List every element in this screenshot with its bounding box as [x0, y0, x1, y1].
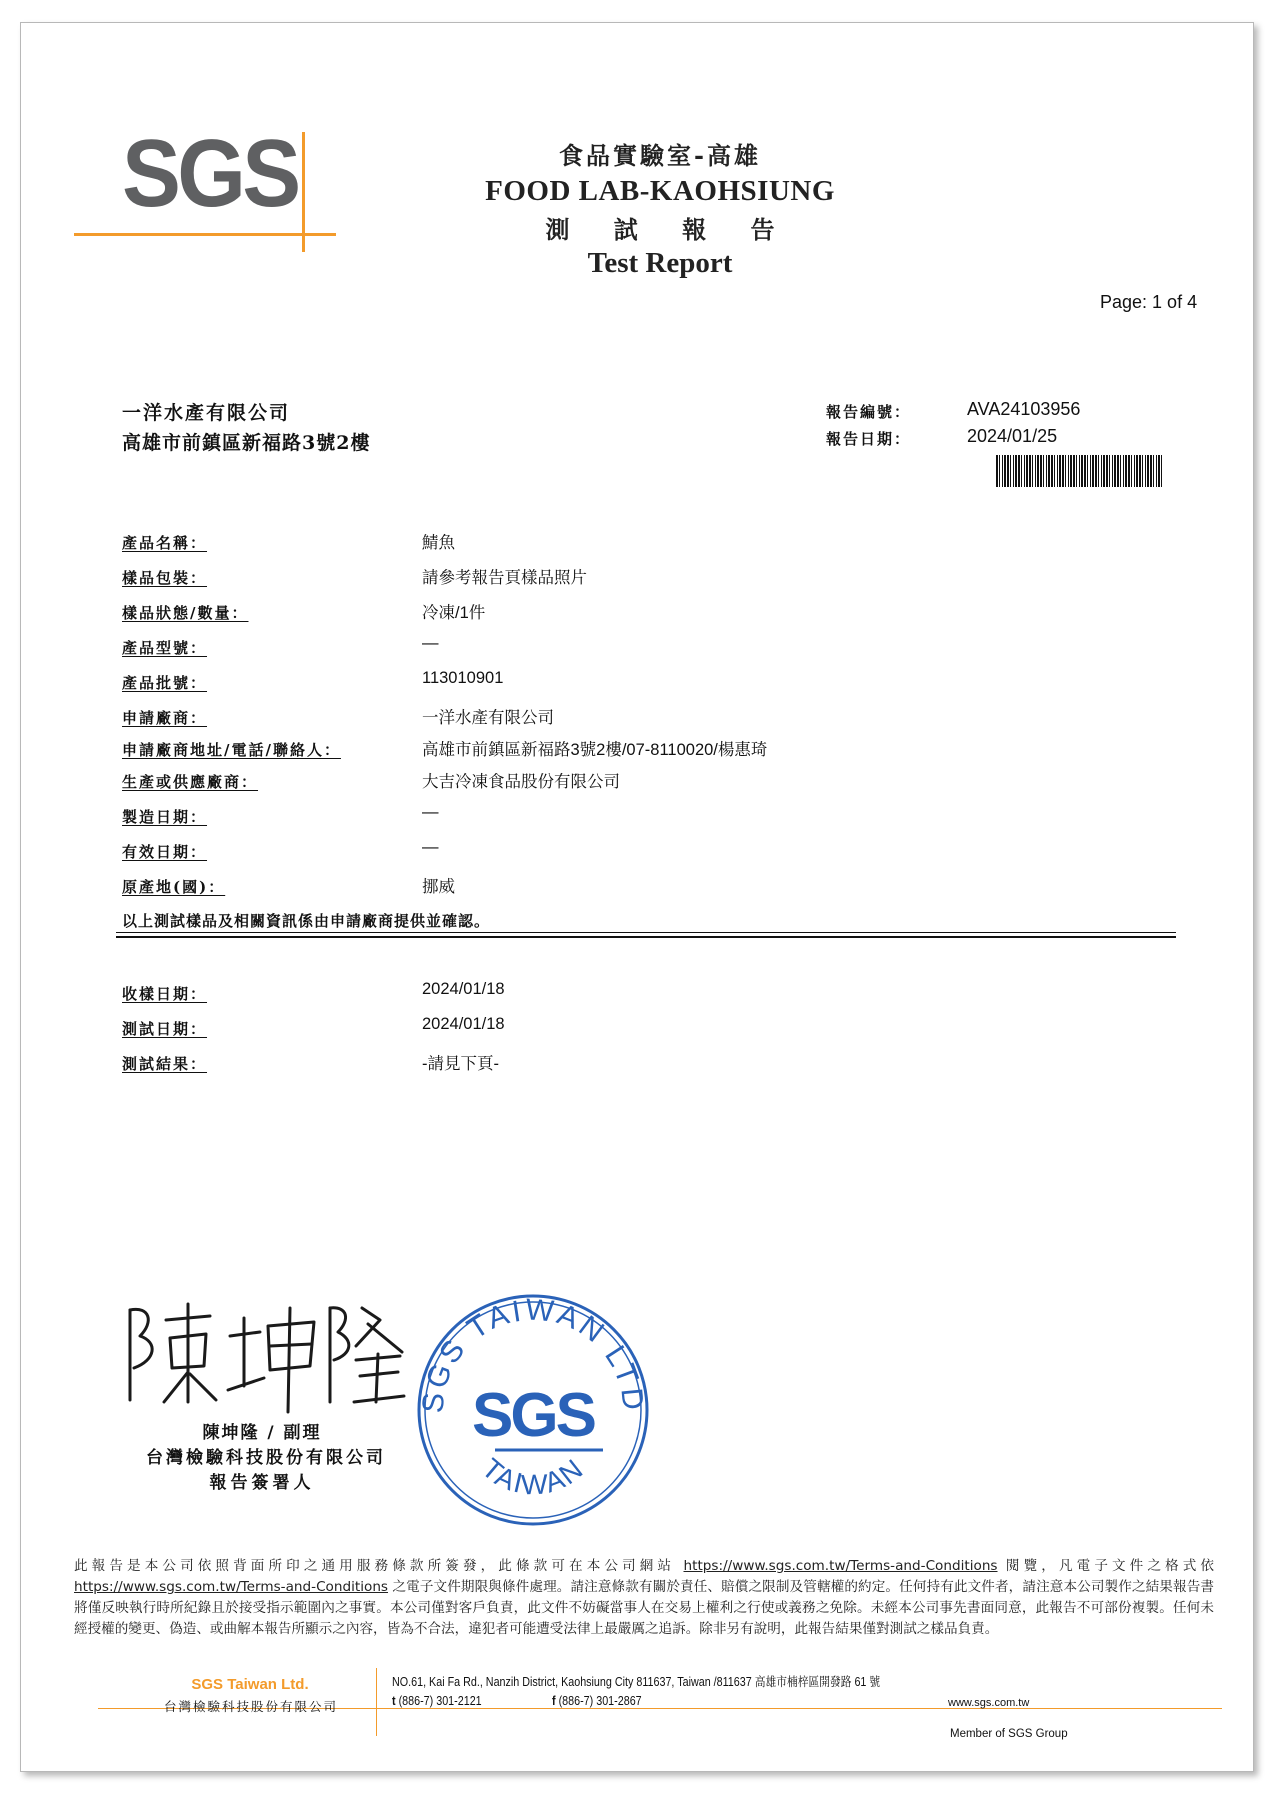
field-label: 測試日期： — [122, 1020, 208, 1038]
signatory-role: 報告簽署人 — [209, 1473, 315, 1493]
field-value: 冷凍/1件 — [422, 604, 486, 622]
footer-telephone — [392, 1694, 482, 1708]
logo-vertical-line — [302, 132, 305, 252]
disclaimer-text: 此報告是本公司依照背面所印之通用服務條款所簽發，此條款可在本公司網站 — [74, 1558, 684, 1574]
footer-address: NO.61, Kai Fa Rd., Nanzih District, Kaohsiung City 811637, Taiwan /811637 高雄市楠梓區開發路 61 號 — [392, 1675, 881, 1689]
logo-horizontal-line — [74, 233, 336, 236]
sgs-seal-stamp — [413, 1290, 653, 1530]
signatory-name-title: 陳坤隆 / 副理 — [202, 1423, 322, 1443]
field-label: 申請廠商地址/電話/聯絡人： — [122, 741, 341, 759]
field-value: 一洋水產有限公司 — [422, 709, 554, 727]
terms-link[interactable]: https://www.sgs.com.tw/Terms-and-Conditions — [683, 1558, 998, 1574]
seal-center-text: SGS — [472, 1381, 594, 1450]
field-value: — — [422, 634, 439, 652]
footer-brand-cn: 台灣檢驗科技股份有限公司 — [163, 1699, 338, 1714]
disclaimer-text: 之電子文件期限與條件處理。請注意條款有關於責任、賠償之限制及管轄權的約定。任何持有此文件者，請注意本公司製作之結果報告書將僅反映執行時所紀錄且於接受指示範圍內之事實。本公司僅對客戶負責，此文件不妨礙當事人在交易上權利之行使或義務之免除。未經本公司事先書面同意，此報告不可部份複製。任何未經授權的變更、偽造、或曲解本報告所顯示之內容，皆為不合法，違犯者可能遭受法律上最嚴厲之追訴。除非另有說明，此報告結果僅對測試之樣品負責。 — [74, 1579, 1214, 1637]
handwritten-signature — [118, 1290, 408, 1415]
sgs-logo: SGS — [122, 120, 298, 227]
disclaimer-text: 閱覽，凡電子文件之格式依 — [997, 1558, 1214, 1574]
report-date: 2024/01/25 — [967, 426, 1058, 446]
field-label: 樣品狀態/數量： — [122, 604, 249, 622]
report-title-cn: 測 試 報 告 — [545, 215, 793, 244]
field-label: 測試結果： — [122, 1055, 208, 1073]
field-value: 高雄市前鎮區新福路3號2樓/07-8110020/楊惠琦 — [422, 741, 768, 759]
seal-bottom-text: TAIWAN — [476, 1452, 590, 1501]
field-value: 113010901 — [422, 669, 504, 687]
tel-prefix: t — [392, 1694, 396, 1708]
lab-name-en: FOOD LAB-KAOHSIUNG — [485, 175, 835, 207]
footer-brand: SGS Taiwan Ltd. — [191, 1676, 309, 1693]
field-label: 生產或供應廠商： — [122, 773, 259, 791]
signatory-company: 台灣檢驗科技股份有限公司 — [146, 1448, 386, 1468]
report-number-label: 報告編號： — [826, 403, 912, 421]
fax-number: (886-7) 301-2867 — [555, 1694, 642, 1708]
field-label: 樣品包裝： — [122, 569, 208, 587]
applicant-note: 以上測試樣品及相關資訊係由申請廠商提供並確認。 — [122, 912, 491, 930]
footer-divider — [376, 1668, 377, 1736]
field-value: — — [422, 803, 439, 821]
field-value: 大吉冷凍食品股份有限公司 — [422, 773, 620, 791]
field-label: 製造日期： — [122, 808, 208, 826]
client-name: 一洋水產有限公司 — [122, 402, 291, 424]
field-label: 申請廠商： — [122, 709, 208, 727]
seal-top-text: SGS TAIWAN LTD — [416, 1293, 650, 1415]
terms-disclaimer — [74, 1556, 1214, 1640]
field-label: 產品型號： — [122, 639, 208, 657]
client-address: 高雄市前鎮區新福路3號2樓 — [122, 432, 371, 454]
field-value: 鯖魚 — [422, 534, 455, 552]
report-header — [430, 136, 890, 280]
field-label: 產品批號： — [122, 674, 208, 692]
lab-name-cn: 食品實驗室-高雄 — [559, 141, 761, 170]
report-title-en: Test Report — [587, 247, 733, 279]
tel-number: (886-7) 301-2121 — [395, 1694, 482, 1708]
page-number: Page: 1 of 4 — [1100, 292, 1198, 312]
field-label: 產品名稱： — [122, 534, 208, 552]
barcode — [996, 455, 1162, 487]
footer-member: Member of SGS Group — [950, 1728, 1068, 1740]
field-label: 原產地(國)： — [122, 878, 226, 896]
field-value: -請見下頁- — [422, 1055, 499, 1073]
field-label: 有效日期： — [122, 843, 208, 861]
fax-prefix: f — [552, 1694, 556, 1708]
report-number: AVA24103956 — [967, 399, 1081, 419]
field-value: — — [422, 838, 439, 856]
field-label: 收樣日期： — [122, 985, 208, 1003]
field-value: 2024/01/18 — [422, 1015, 505, 1033]
terms-link[interactable]: https://www.sgs.com.tw/Terms-and-Conditions — [74, 1579, 389, 1595]
report-date-label: 報告日期： — [826, 430, 912, 448]
section-divider — [116, 932, 1176, 938]
field-value: 挪威 — [422, 878, 455, 896]
footer-website[interactable]: www.sgs.com.tw — [948, 1697, 1030, 1709]
field-value: 請參考報告頁樣品照片 — [422, 569, 587, 587]
footer-fax — [552, 1694, 642, 1708]
field-value: 2024/01/18 — [422, 980, 505, 998]
